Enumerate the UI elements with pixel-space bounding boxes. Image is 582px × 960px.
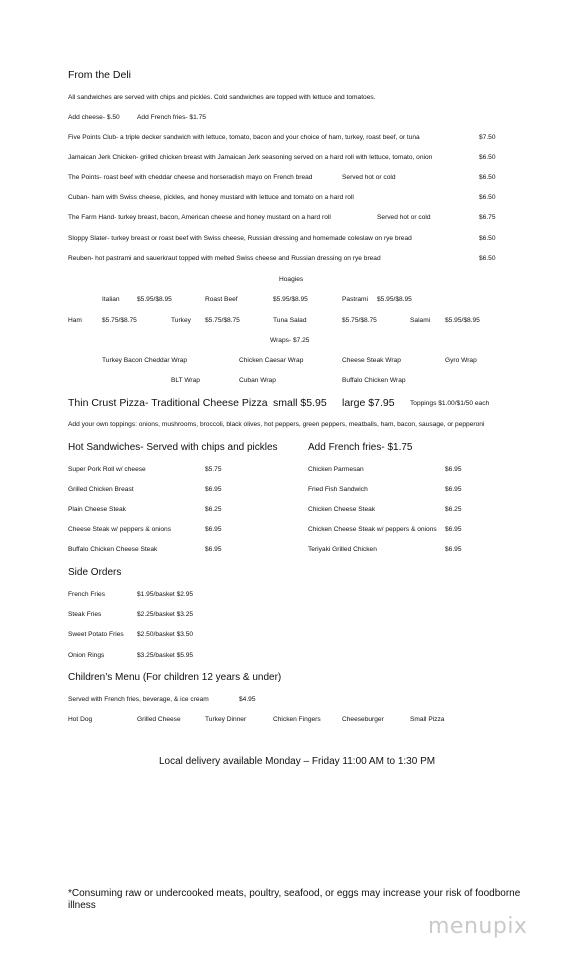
wrap-item: Cheese Steak Wrap — [342, 357, 401, 364]
deli-item-price: $6.50 — [479, 174, 496, 181]
hoagie-name: Roast Beef — [205, 296, 238, 303]
add-fries: Add French fries- $1.75 — [137, 114, 206, 121]
pizza-toppings-list: Add your own toppings: onions, mushrooms, broccoli, black olives, hot peppers, green peppers, meatballs, ham, bacon, sausage, or pepperoni — [68, 421, 485, 428]
deli-item-price: $6.50 — [479, 235, 496, 242]
fries-sandwich-name: Teriyaki Grilled Chicken — [308, 546, 377, 553]
fries-sandwich-name: Chicken Cheese Steak w/ peppers & onions — [308, 526, 437, 533]
watermark-logo: menupix — [428, 914, 528, 939]
footer-disclaimer: *Consuming raw or undercooked meats, poultry, seafood, or eggs may increase your risk of foodborne illness — [68, 888, 521, 911]
pizza-small-price: small $5.95 — [273, 397, 327, 409]
deli-item-note: Served hot or cold — [377, 214, 431, 221]
hoagie-name: Salami — [410, 317, 431, 324]
wrap-item: Buffalo Chicken Wrap — [342, 377, 406, 384]
children-served: Served with French fries, beverage, & ice cream — [68, 696, 209, 703]
add-cheese: Add cheese- $.50 — [68, 114, 120, 121]
deli-item-price: $6.50 — [479, 194, 496, 201]
delivery-note: Local delivery available Monday – Friday 11:00 AM to 1:30 PM — [159, 756, 436, 767]
hoagie-name: Pastrami — [342, 296, 369, 303]
wrap-item: Chicken Caesar Wrap — [239, 357, 304, 364]
side-price: $2.50/basket $3.50 — [137, 631, 194, 638]
hoagie-price: $5.95/$8.95 — [137, 296, 172, 303]
hot-sandwich-price: $5.75 — [205, 466, 222, 473]
hot-sandwich-price: $6.95 — [205, 486, 222, 493]
hoagie-price: $5.95/$8.95 — [445, 317, 480, 324]
deli-item-price: $6.50 — [479, 154, 496, 161]
wrap-item: Turkey Bacon Cheddar Wrap — [102, 357, 188, 364]
hot-sandwich-price: $6.95 — [205, 526, 222, 533]
deli-item-price: $6.75 — [479, 214, 496, 221]
hot-sandwiches-title: Hot Sandwiches- Served with chips and pickles — [68, 442, 278, 453]
fries-sandwiches-title: Add French fries- $1.75 — [308, 442, 413, 453]
children-item: Grilled Cheese — [137, 716, 181, 723]
hoagie-price: $5.95/$8.95 — [273, 296, 308, 303]
hoagie-name: Italian — [102, 296, 120, 303]
deli-item-desc: Reuben- hot pastrami and sauerkraut topped with melted Swiss cheese and Russian dressing on rye bread — [68, 255, 381, 262]
fries-sandwich-price: $6.25 — [445, 506, 462, 513]
hot-sandwich-name: Cheese Steak w/ peppers & onions — [68, 526, 171, 533]
pizza-title: Thin Crust Pizza- Traditional Cheese Pizza — [68, 397, 268, 409]
hot-sandwich-price: $6.25 — [205, 506, 222, 513]
children-item: Small Pizza — [410, 716, 445, 723]
fries-sandwich-price: $6.95 — [445, 546, 462, 553]
hot-sandwich-name: Plain Cheese Steak — [68, 506, 126, 513]
hot-sandwich-name: Grilled Chicken Breast — [68, 486, 134, 493]
hot-sandwich-name: Buffalo Chicken Cheese Steak — [68, 546, 158, 553]
hot-sandwich-name: Super Pork Roll w/ cheese — [68, 466, 146, 473]
side-name: Onion Rings — [68, 652, 105, 659]
deli-item-note: Served hot or cold — [342, 174, 396, 181]
deli-item-desc: Cuban- ham with Swiss cheese, pickles, and honey mustard with lettuce and tomato on a hard roll — [68, 194, 354, 201]
deli-intro: All sandwiches are served with chips and pickles. Cold sandwiches are topped with lettuce and tomatoes. — [68, 94, 376, 101]
children-item: Hot Dog — [68, 716, 93, 723]
wraps-title: Wraps- $7.25 — [270, 337, 310, 344]
wrap-item: Gyro Wrap — [445, 357, 477, 364]
hot-sandwich-price: $6.95 — [205, 546, 222, 553]
deli-item-desc: Jamaican Jerk Chicken- grilled chicken breast with Jamaican Jerk seasoning served on a hard roll with lettuce, tomato, onion — [68, 154, 433, 161]
pizza-toppings-price: Toppings $1.00/$1/50 each — [410, 400, 490, 407]
children-item: Cheeseburger — [342, 716, 384, 723]
hoagies-title: Hoagies — [279, 276, 304, 283]
hoagie-price: $5.75/$8.75 — [342, 317, 377, 324]
sides-title: Side Orders — [68, 567, 122, 578]
fries-sandwich-price: $6.95 — [445, 526, 462, 533]
side-name: Sweet Potato Fries — [68, 631, 124, 638]
fries-sandwich-name: Chicken Parmesan — [308, 466, 364, 473]
wrap-item: Cuban Wrap — [239, 377, 276, 384]
hoagie-price: $5.75/$8.75 — [205, 317, 240, 324]
children-item: Turkey Dinner — [205, 716, 247, 723]
children-title: Children’s Menu (For children 12 years & under) — [68, 672, 282, 683]
hoagie-price: $5.95/$8.95 — [377, 296, 412, 303]
deli-item-desc: Sloppy Slater- turkey breast or roast beef with Swiss cheese, Russian dressing and homemade coleslaw on rye bread — [68, 235, 412, 242]
deli-item-desc: Five Points Club- a triple decker sandwich with lettuce, tomato, bacon and your choice of ham, turkey, roast beef, or tuna — [68, 134, 420, 141]
deli-title: From the Deli — [68, 69, 132, 81]
fries-sandwich-price: $6.95 — [445, 486, 462, 493]
children-price: $4.95 — [239, 696, 256, 703]
fries-sandwich-name: Fried Fish Sandwich — [308, 486, 368, 493]
side-price: $3.25/basket $5.95 — [137, 652, 194, 659]
side-name: Steak Fries — [68, 611, 102, 618]
fries-sandwich-name: Chicken Cheese Steak — [308, 506, 376, 513]
fries-sandwich-price: $6.95 — [445, 466, 462, 473]
deli-item-desc: The Points- roast beef with cheddar cheese and horseradish mayo on French bread — [68, 174, 313, 181]
side-price: $2.25/basket $3.25 — [137, 611, 194, 618]
side-name: French Fries — [68, 591, 106, 598]
children-item: Chicken Fingers — [273, 716, 321, 723]
side-price: $1.95/basket $2.95 — [137, 591, 194, 598]
hoagie-price: $5.75/$8.75 — [102, 317, 137, 324]
pizza-large-price: large $7.95 — [342, 397, 395, 409]
deli-item-price: $7.50 — [479, 134, 496, 141]
hoagie-name: Tuna Salad — [273, 317, 307, 324]
wrap-item: BLT Wrap — [171, 377, 200, 384]
hoagie-name: Turkey — [171, 317, 191, 324]
deli-item-desc: The Farm Hand- turkey breast, bacon, American cheese and honey mustard on a hard roll — [68, 214, 331, 221]
hoagie-name: Ham — [68, 317, 82, 324]
deli-item-price: $6.50 — [479, 255, 496, 262]
